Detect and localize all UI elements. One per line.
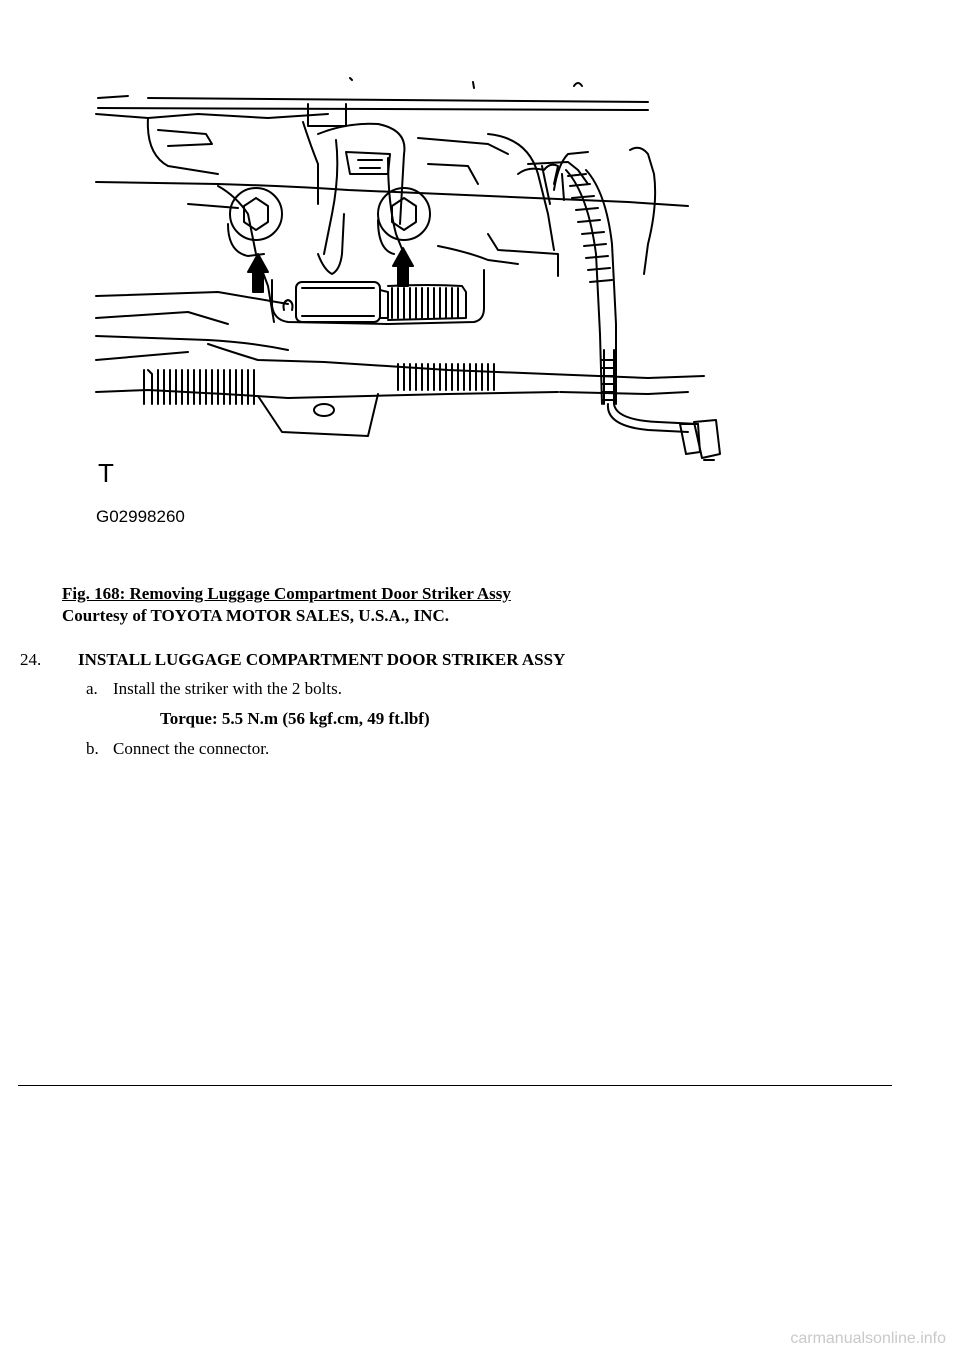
page-divider — [18, 1085, 892, 1086]
part-code: G02998260 — [96, 507, 185, 526]
substep-b — [86, 738, 269, 760]
striker-illustration — [88, 74, 738, 536]
figure-credit: Courtesy of TOYOTA MOTOR SALES, U.S.A., INC. — [62, 606, 449, 625]
step-number: 24. — [20, 650, 42, 669]
substep-text: Install the striker with the 2 bolts. — [113, 679, 342, 698]
substep-marker: b. — [86, 739, 99, 758]
substep-text: Connect the connector. — [113, 739, 270, 758]
torque-spec: Torque: 5.5 N.m (56 kgf.cm, 49 ft.lbf) — [160, 709, 430, 728]
site-watermark: carmanualsonline.info — [790, 1330, 946, 1347]
procedure-step — [20, 649, 565, 671]
substep-a — [86, 678, 342, 700]
figure-title: Fig. 168: Removing Luggage Compartment Door Striker Assy — [62, 584, 511, 603]
figure-caption — [62, 583, 511, 627]
view-label: T — [98, 458, 114, 488]
substep-marker: a. — [86, 679, 98, 698]
step-heading: INSTALL LUGGAGE COMPARTMENT DOOR STRIKER ASSY — [78, 650, 566, 669]
